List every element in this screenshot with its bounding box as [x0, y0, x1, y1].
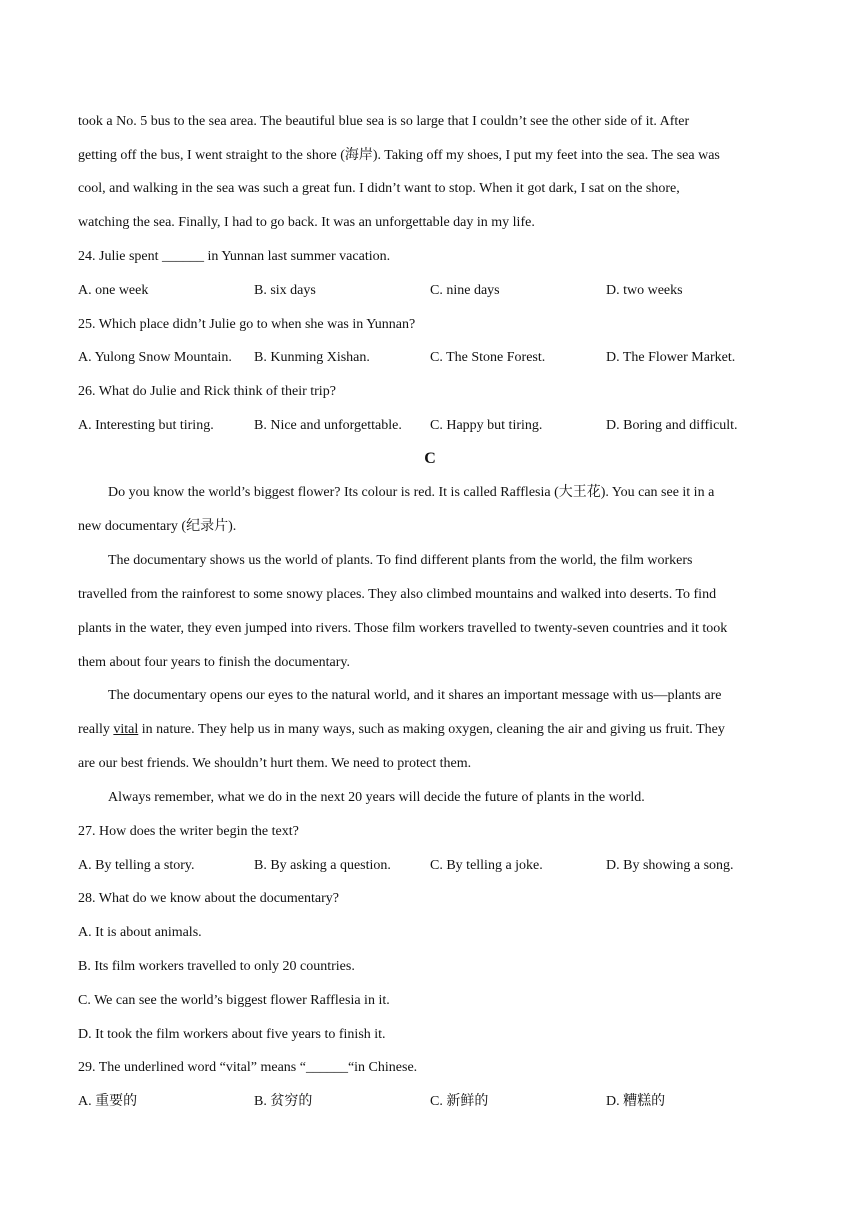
- option-c: C. By telling a joke.: [430, 858, 543, 873]
- option-b: B. Its film workers travelled to only 20 countries.: [78, 959, 355, 974]
- passage-line: travelled from the rainforest to some snowy places. They also climbed mountains and walked into deserts. To find: [78, 587, 717, 602]
- option-d: D. two weeks: [606, 283, 683, 298]
- question-29-stem: 29. The underlined word “vital” means “______“in Chinese.: [78, 1060, 418, 1075]
- option-b: B. 贫穷的: [254, 1094, 313, 1109]
- text-segment: in nature. They help us in many ways, such as making oxygen, cleaning the air and giving us fruit. They: [138, 722, 725, 737]
- question-25-stem: 25. Which place didn’t Julie go to when she was in Yunnan?: [78, 317, 416, 332]
- question-24-stem: 24. Julie spent ______ in Yunnan last summer vacation.: [78, 249, 391, 264]
- passage-line: Always remember, what we do in the next 20 years will decide the future of plants in the world.: [108, 790, 645, 805]
- question-29-options: [78, 1092, 788, 1112]
- passage-line: plants in the water, they even jumped into rivers. Those film workers travelled to twenty-seven countries and it took: [78, 621, 728, 636]
- option-a: A. Yulong Snow Mountain.: [78, 350, 232, 365]
- option-c: C. nine days: [430, 283, 500, 298]
- text-segment: really: [78, 722, 114, 737]
- option-a: A. By telling a story.: [78, 858, 195, 873]
- option-b: B. Kunming Xishan.: [254, 350, 370, 365]
- option-c: C. The Stone Forest.: [430, 350, 546, 365]
- option-b: B. six days: [254, 283, 316, 298]
- option-a: A. one week: [78, 283, 149, 298]
- question-28-stem: 28. What do we know about the documentary?: [78, 891, 340, 906]
- passage-line: getting off the bus, I went straight to the shore (海岸). Taking off my shoes, I put my feet into the sea. The sea was: [78, 148, 720, 163]
- passage-line: The documentary shows us the world of plants. To find different plants from the world, the film workers: [108, 553, 693, 568]
- option-c: C. Happy but tiring.: [430, 418, 543, 433]
- option-d: D. The Flower Market.: [606, 350, 736, 365]
- question-27-options: [78, 856, 788, 876]
- passage-line: new documentary (纪录片).: [78, 519, 237, 534]
- question-26-options: [78, 416, 788, 436]
- option-a: A. It is about animals.: [78, 925, 202, 940]
- passage-line: them about four years to finish the documentary.: [78, 655, 351, 670]
- passage-line: The documentary opens our eyes to the natural world, and it shares an important message with us—plants are: [108, 688, 722, 703]
- passage-line: cool, and walking in the sea was such a great fun. I didn’t want to stop. When it got dark, I sat on the shore,: [78, 181, 680, 196]
- question-24-options: [78, 281, 788, 301]
- passage-line: watching the sea. Finally, I had to go back. It was an unforgettable day in my life.: [78, 215, 535, 230]
- question-26-stem: 26. What do Julie and Rick think of their trip?: [78, 384, 336, 399]
- underlined-word: vital: [113, 722, 139, 737]
- question-27-stem: 27. How does the writer begin the text?: [78, 824, 299, 839]
- passage-line: took a No. 5 bus to the sea area. The beautiful blue sea is so large that I couldn’t see the other side of it. After: [78, 114, 690, 129]
- option-a: A. Interesting but tiring.: [78, 418, 214, 433]
- option-c: C. We can see the world’s biggest flower Rafflesia in it.: [78, 993, 390, 1008]
- option-d: D. By showing a song.: [606, 858, 734, 873]
- option-c: C. 新鲜的: [430, 1094, 489, 1109]
- option-d: D. It took the film workers about five years to finish it.: [78, 1027, 386, 1042]
- option-b: B. By asking a question.: [254, 858, 391, 873]
- option-b: B. Nice and unforgettable.: [254, 418, 402, 433]
- option-d: D. 糟糕的: [606, 1094, 666, 1109]
- passage-line: [78, 720, 725, 740]
- option-d: D. Boring and difficult.: [606, 418, 738, 433]
- passage-line: Do you know the world’s biggest flower? Its colour is red. It is called Rafflesia (大王花). You can see it in a: [108, 485, 715, 500]
- option-a: A. 重要的: [78, 1094, 138, 1109]
- section-heading: C: [424, 450, 436, 467]
- question-25-options: [78, 348, 788, 368]
- passage-line: are our best friends. We shouldn’t hurt them. We need to protect them.: [78, 756, 472, 771]
